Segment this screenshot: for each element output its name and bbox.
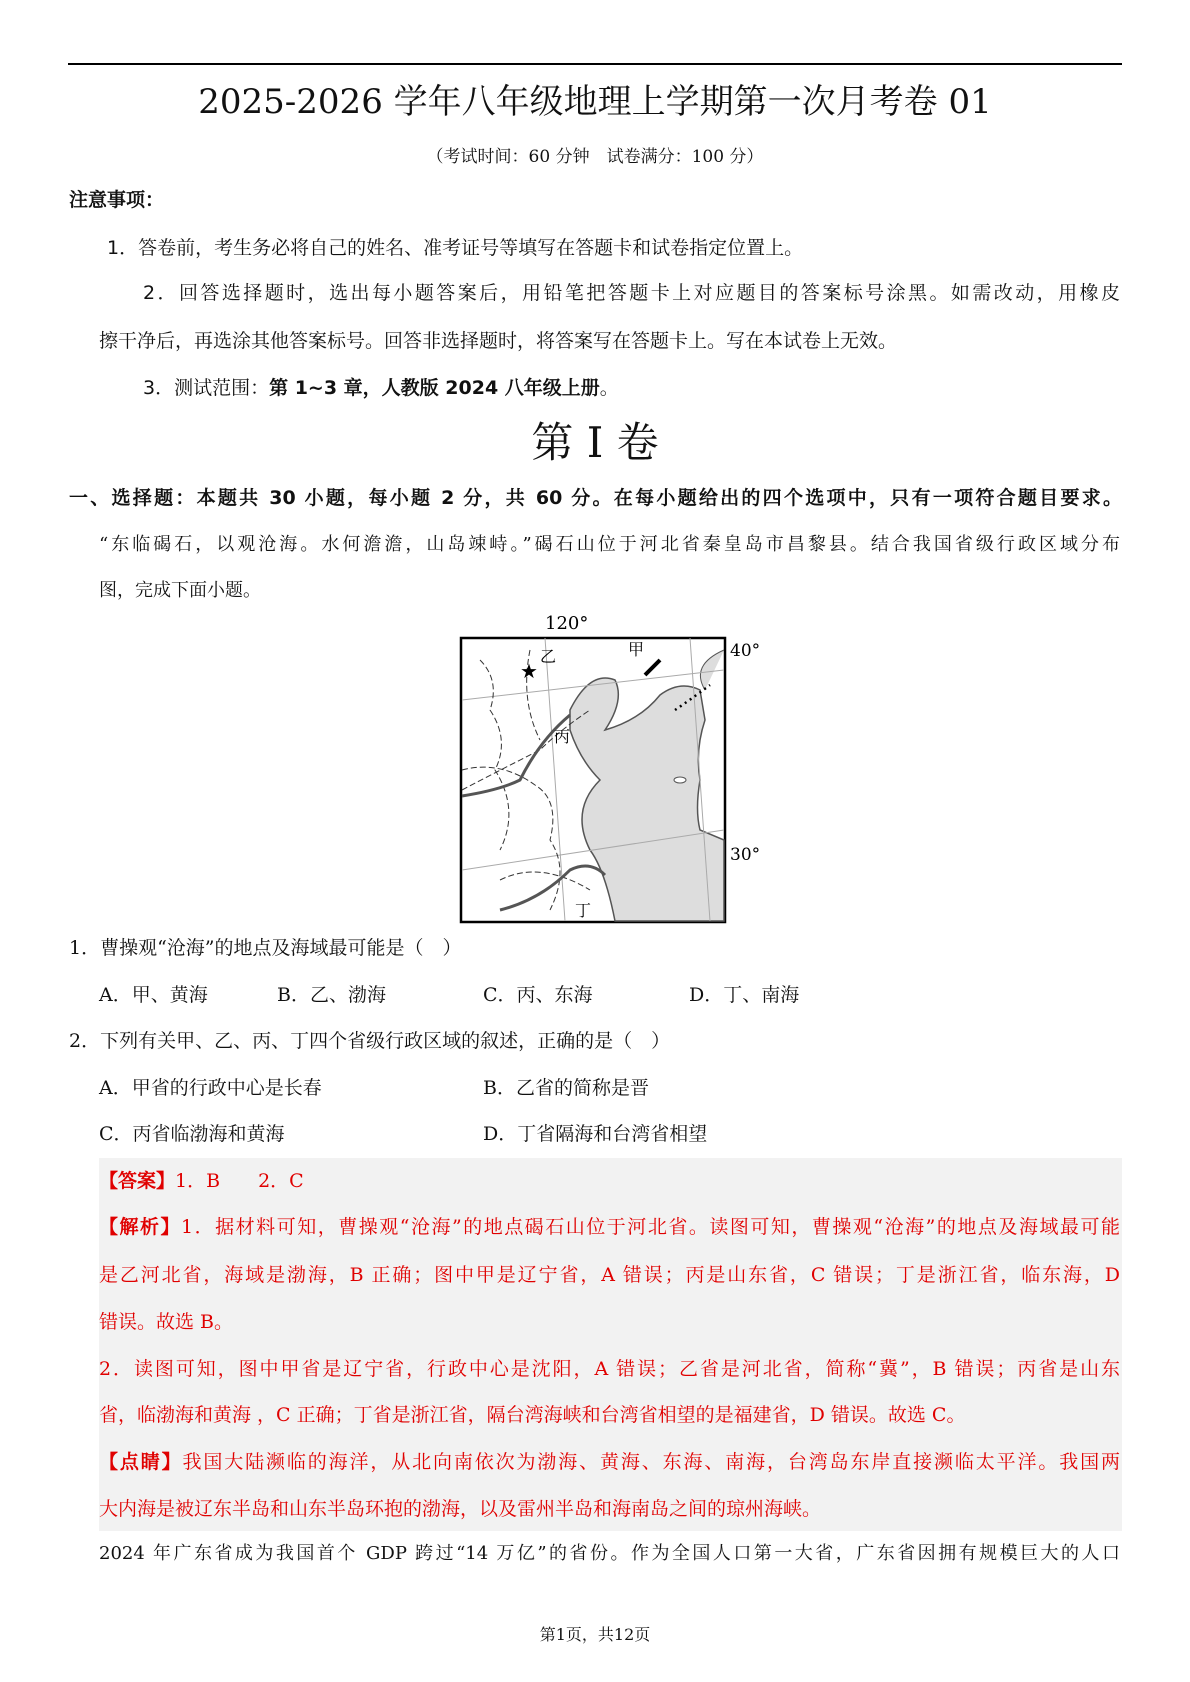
notice-item-2-cont: 擦干净后，再选涂其他答案标号。回答非选择题时，将答案写在答题卡上。写在本试卷上无效。 [99, 330, 898, 352]
analysis-line-3: 错误。故选 B。 [99, 1311, 234, 1333]
q2-option-b[interactable]: B．乙省的简称是晋 [483, 1077, 649, 1099]
notice-heading: 注意事项： [69, 189, 165, 211]
notice-item-2: 2．回答选择题时，选出每小题答案后，用铅笔把答题卡上对应题目的答案标号涂黑。如需改动，用橡皮 [143, 282, 1120, 304]
map-label-jia: 甲 [628, 640, 645, 659]
map-label-yi: 乙 [540, 647, 557, 666]
exam-info: （考试时间：60 分钟 试卷满分：100 分） [426, 147, 764, 167]
lat40-label: 40° [730, 641, 761, 661]
header-rule [68, 63, 1122, 65]
q2-option-d[interactable]: D．丁省隔海和台湾省相望 [483, 1123, 708, 1145]
q2-option-a[interactable]: A．甲省的行政中心是长春 [99, 1077, 322, 1099]
q1-option-b[interactable]: B．乙、渤海 [277, 984, 386, 1006]
lon-label: 120° [545, 613, 589, 634]
q1-option-a[interactable]: A．甲、黄海 [99, 984, 208, 1006]
page-title: 2025-2026 学年八年级地理上学期第一次月考卷 01 [198, 82, 992, 122]
province-map [440, 610, 761, 930]
tip-line-1 [99, 1449, 1120, 1475]
tip-text: 我国大陆濒临的海洋，从北向南依次为渤海、黄海、东海、南海，台湾岛东岸直接濒临太平洋。我国两 [182, 1451, 1120, 1473]
answer-text: 1．B 2．C [175, 1170, 304, 1192]
analysis-line-5: 省，临渤海和黄海 ，C 正确；丁省是浙江省，隔台湾海峡和台湾省相望的是福建省，D 错误。故选 C。 [99, 1404, 966, 1426]
map-label-bing: 丙 [554, 727, 571, 746]
q1-option-d[interactable]: D．丁、南海 [689, 984, 800, 1006]
notice-item-1: 1．答卷前，考生务必将自己的姓名、准考证号等填写在答题卡和试卷指定位置上。 [107, 237, 804, 259]
scope-suffix: 。 [599, 377, 619, 399]
page-footer: 第1页，共12页 [539, 1625, 651, 1644]
next-question-intro: 2024 年广东省成为我国首个 GDP 跨过“14 万亿”的省份。作为全国人口第一大省，广东省因拥有规模巨大的人口 [99, 1543, 1120, 1564]
tip-label: 【点睛】 [99, 1451, 183, 1473]
intro-text: “东临碣石，以观沧海。水何澹澹，山岛竦峙。”碣石山位于河北省秦皇岛市昌黎县。结合我国省级行政区域分布 [99, 534, 1120, 555]
analysis-line-2: 是乙河北省，海域是渤海，B 正确；图中甲是辽宁省，A 错误；丙是山东省，C 错误；丁是浙江省，临东海，D [99, 1264, 1120, 1286]
analysis-line-4: 2．读图可知，图中甲省是辽宁省，行政中心是沈阳，A 错误；乙省是河北省，简称“冀”，B 错误；丙省是山东 [99, 1358, 1120, 1380]
lat30-label: 30° [730, 845, 761, 865]
scope-label: 3．测试范围： [143, 377, 270, 399]
analysis-line-1 [99, 1214, 1120, 1240]
intro-text-cont: 图，完成下面小题。 [99, 580, 261, 601]
answer-label: 【答案】 [99, 1170, 176, 1192]
analysis-label: 【解析】 [99, 1216, 182, 1238]
map-label-ding: 丁 [575, 901, 592, 920]
tip-line-2: 大内海是被辽东半岛和山东半岛环抱的渤海，以及雷州半岛和海南岛之间的琼州海峡。 [99, 1498, 822, 1520]
scope-value: 第 1~3 章，人教版 2024 八年级上册 [269, 377, 600, 399]
notice-item-3 [143, 375, 619, 401]
q2-option-c[interactable]: C．丙省临渤海和黄海 [99, 1123, 285, 1145]
capital-star-icon: ★ [520, 659, 538, 683]
question-1: 1．曹操观“沧海”的地点及海域最可能是（ ） [69, 937, 462, 959]
question-2: 2．下列有关甲、乙、丙、丁四个省级行政区域的叙述，正确的是（ ） [69, 1030, 671, 1052]
answer-line [99, 1168, 304, 1194]
analysis-text: 1．据材料可知，曹操观“沧海”的地点碣石山位于河北省。读图可知，曹操观“沧海”的地点及海域最可能 [181, 1216, 1120, 1238]
q1-option-c[interactable]: C．丙、东海 [483, 984, 593, 1006]
section-heading: 一、选择题：本题共 30 小题，每小题 2 分，共 60 分。在每小题给出的四个选项中，只有一项符合题目要求。 [69, 487, 1122, 509]
volume-title: 第 I 卷 [531, 418, 659, 467]
